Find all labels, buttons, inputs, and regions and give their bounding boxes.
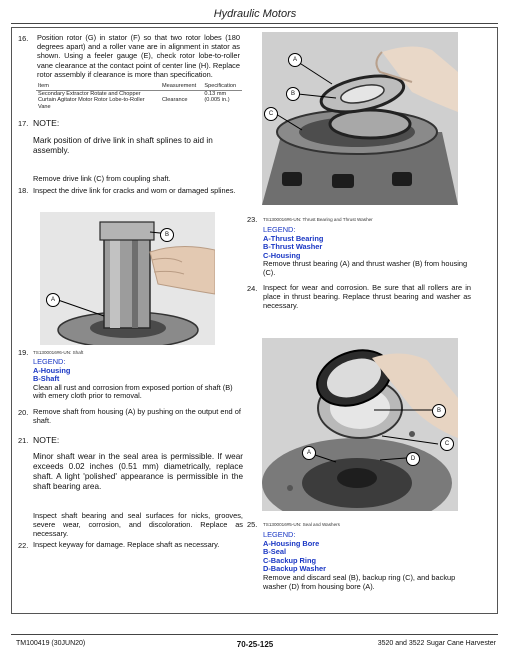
step-19-number: 19. — [18, 348, 29, 357]
step-23-legend — [263, 226, 471, 278]
spec-row-value-mm: 0.13 mm — [204, 90, 227, 97]
step-25-legend-d: D-Backup Washer — [263, 564, 326, 574]
callout-thrust-c: C — [264, 107, 278, 121]
footer-machine-title: 3520 and 3522 Sugar Cane Harvester — [377, 640, 496, 647]
step-24-number: 24. — [247, 284, 258, 293]
step-17-number: 17. — [18, 119, 29, 128]
step-17-note-label: NOTE: — [33, 118, 60, 128]
step-23-legend-title: LEGEND: — [263, 225, 296, 234]
spec-header-specification: Specification — [202, 83, 242, 90]
spec-row-value-in: (0.005 in.) — [204, 97, 230, 104]
spec-row-measurement: Clearance — [162, 97, 188, 104]
callout-shaft-a: A — [46, 293, 60, 307]
step-23-text: Remove thrust bearing (A) and thrust washer (B) from housing (C). — [263, 259, 468, 277]
step-19-legend-title: LEGEND: — [33, 357, 66, 366]
step-23-legend-c: C-Housing — [263, 250, 301, 260]
step-20-text: Remove shaft from housing (A) by pushing on the output end of shaft. — [33, 407, 241, 426]
spec-header-measurement: Measurement — [160, 83, 202, 90]
seal-photo — [262, 338, 458, 511]
footer-doc-id: TM100419 (30JUN20) — [16, 640, 86, 647]
step-19-legend-a: A-Housing — [33, 365, 71, 375]
step-21-note-label: NOTE: — [33, 435, 60, 445]
step-19-legend-b: B-Shaft — [33, 374, 60, 384]
callout-thrust-a: A — [288, 53, 302, 67]
callout-seal-c: C — [440, 437, 454, 451]
step-19-text: Clean all rust and corrosion from exposed portion of shaft (B) with emery cloth prior to removal. — [33, 382, 233, 401]
callout-seal-a: A — [302, 446, 316, 460]
step-23-legend-b: B-Thrust Washer — [263, 242, 323, 252]
spec-row-value — [202, 90, 242, 110]
step-16-number: 16. — [18, 34, 29, 43]
step-22-text: Inspect keyway for damage. Replace shaft as necessary. — [33, 540, 220, 549]
step-25-caption: TS1300016#5-UN: Seal and Washers — [263, 522, 340, 527]
footer-page-number: 70-25-125 — [236, 640, 274, 649]
spec-header-item: Item — [36, 83, 160, 90]
callout-seal-d: D — [406, 452, 420, 466]
step-25-legend-c: C-Backup Ring — [263, 555, 316, 565]
page-header-title: Hydraulic Motors — [213, 8, 297, 20]
step-24-text: Inspect for wear and corrosion. Be sure that all rollers are in place in thrust bearing. Replace thrust bearing and washer as necessary. — [263, 283, 471, 311]
callout-shaft-b: B — [160, 228, 174, 242]
step-18-number: 18. — [18, 186, 29, 195]
step-25-legend-b: B-Seal — [263, 547, 287, 557]
step-19-caption: TS1300016#6-UN: Shaft — [33, 350, 84, 355]
step-21-number: 21. — [18, 436, 29, 445]
step-23-legend-a: A-Thrust Bearing — [263, 233, 324, 243]
step-25-number: 25. — [247, 520, 258, 529]
step-22-number: 22. — [18, 541, 29, 550]
spec-row-item: Secondary Extractor Rotate and Chopper Curtain Agitator Motor Rotor Lobe-to-Roller Vane — [38, 90, 145, 110]
header-divider — [11, 23, 498, 24]
callout-thrust-b: B — [286, 87, 300, 101]
step-17-note-text: Mark position of drive link in shaft splines to aid in assembly. — [33, 136, 213, 155]
step-25-legend-a: A-Housing Bore — [263, 538, 320, 548]
step-16-text: Position rotor (G) in stator (F) so that two rotor lobes (180 degrees apart) and a roller vane are in alignment in stator as shown. Using a feeler gauge (E), check rotor lobe-to-roller vane clearance at the contact point of center line (H). Replace rotor assembly if clearance is more than specification. — [37, 33, 240, 79]
shaft-photo — [40, 212, 215, 345]
step-17-text: Remove drive link (C) from coupling shaft. — [33, 174, 171, 183]
footer-divider — [11, 634, 498, 635]
step-20-number: 20. — [18, 408, 29, 417]
step-21-note-text: Minor shaft wear in the seal area is permissible. If wear exceeds 0.02 inches (0.51 mm) diametrically, replace shaft. A light 'polished' appearance is permissible in the shaft bearing area. — [33, 452, 243, 491]
callout-seal-b: B — [432, 404, 446, 418]
step-23-number: 23. — [247, 215, 258, 224]
step-25-text: Remove and discard seal (B), backup ring (C), and backup washer (D) from housing bore (A). — [263, 572, 456, 591]
step-18-text: Inspect the drive link for cracks and worn or damaged splines. — [33, 186, 236, 195]
step-19-legend — [33, 358, 245, 401]
spec-table — [36, 83, 242, 110]
step-23-caption: TS1300016#6-UN: Thrust Bearing and Thrust Washer — [263, 217, 373, 222]
step-25-legend — [263, 531, 471, 591]
step-25-legend-title: LEGEND: — [263, 530, 296, 539]
step-21-text: Inspect shaft bearing and seal surfaces for nicks, grooves, severe wear, corrosion, and discoloration. Replace as necessary. — [33, 511, 243, 539]
